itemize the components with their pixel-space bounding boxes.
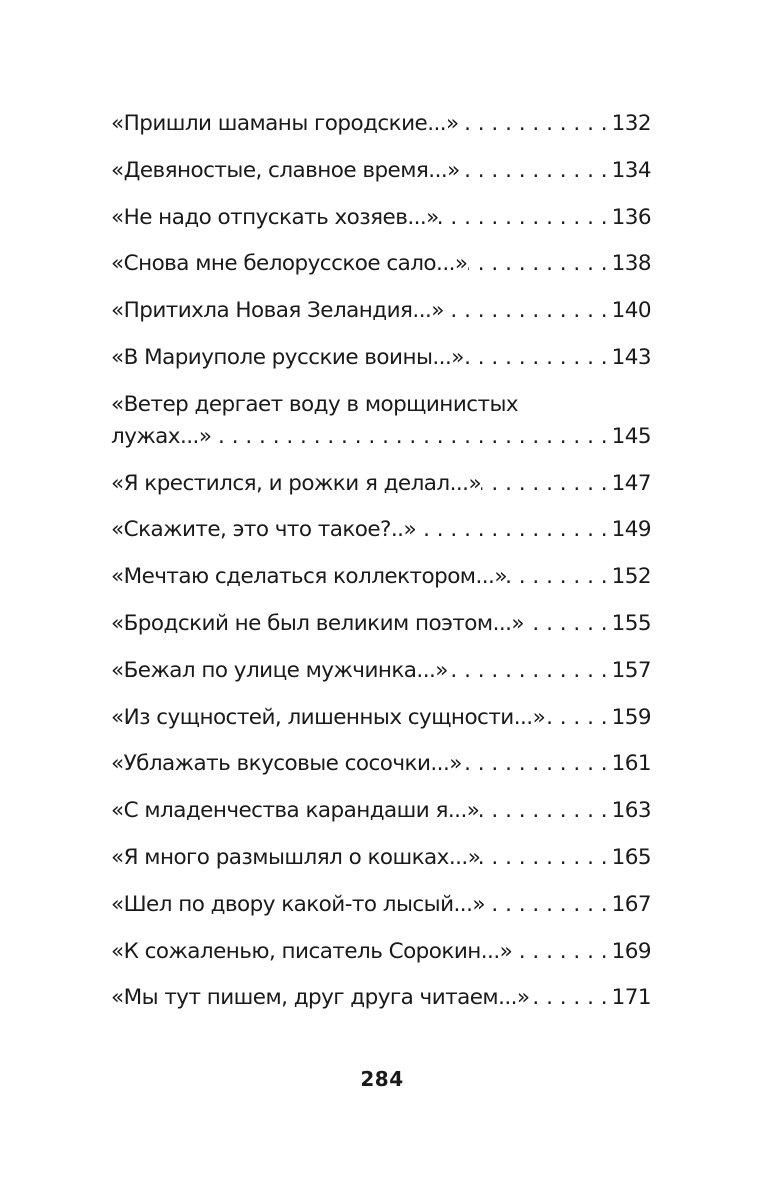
- toc-entry-title: «Мы тут пишем, друг друга читаем...»: [111, 985, 530, 1011]
- toc-entry[interactable]: [111, 514, 651, 546]
- dot-leader: [481, 468, 608, 500]
- toc-entry-title: «В Мариуполе русские воины...»: [111, 344, 464, 370]
- toc-entry-page: 132: [611, 111, 651, 136]
- dot-leader: [480, 842, 607, 874]
- toc-entry[interactable]: [111, 342, 651, 374]
- toc-entry[interactable]: [111, 155, 651, 187]
- toc-entry[interactable]: [111, 561, 651, 593]
- page-number: 284: [360, 1067, 404, 1091]
- dot-leader: [485, 889, 608, 921]
- toc-entry-title: «Скажите, это что такое?..»: [111, 517, 417, 543]
- dot-leader: [512, 936, 607, 968]
- toc-entry-page: 167: [611, 891, 651, 917]
- toc-entry-title: «К сожаленью, писатель Сорокин...»: [111, 938, 513, 964]
- toc-entry-page: 147: [611, 470, 651, 496]
- toc-entry-title: «Я крестился, и рожки я делал...»: [111, 470, 482, 496]
- toc-entry-title-line2: лужах...»: [111, 423, 212, 449]
- dot-leader: [462, 748, 608, 780]
- dot-leader: [460, 155, 608, 187]
- toc-entry-page: 138: [611, 251, 651, 277]
- dot-leader: [448, 655, 608, 687]
- dot-leader: [479, 795, 607, 827]
- toc-entry[interactable]: [111, 608, 651, 640]
- toc-entry-title: «Шел по двору какой-то лысый...»: [111, 891, 485, 917]
- toc-entry-title: «Пришли шаманы городские...»: [111, 111, 459, 136]
- toc-entry-title: «Бежал по улице мужчинка...»: [111, 657, 448, 683]
- toc-entry-page: 134: [611, 157, 651, 183]
- toc-entry[interactable]: [111, 936, 651, 968]
- toc-entry-page: 161: [611, 751, 651, 777]
- dot-leader: [545, 702, 607, 734]
- toc-entry-title: «Притихла Новая Зеландия...»: [111, 298, 444, 324]
- toc-entry[interactable]: [111, 889, 651, 921]
- toc-entry[interactable]: [111, 982, 651, 1014]
- toc-entry[interactable]: [111, 295, 651, 327]
- toc-entry-page: 169: [611, 938, 651, 964]
- dot-leader: [468, 248, 608, 280]
- dot-leader: [530, 982, 608, 1014]
- toc-entry[interactable]: [111, 248, 651, 280]
- toc-entry-page: 165: [611, 844, 651, 870]
- toc-entry-page: 149: [611, 517, 651, 543]
- toc-entry-title: «Из сущностей, лишенных сущности...»: [111, 704, 546, 730]
- dot-leader: [464, 342, 608, 374]
- toc-entry-title: «Не надо отпускать хозяев...»: [111, 204, 439, 230]
- toc-entry-title: «Ублажать вкусовые сосочки...»: [111, 751, 462, 777]
- toc-entry-title: «Снова мне белорусское сало...»: [111, 251, 468, 277]
- toc-entry-page: 152: [611, 564, 651, 590]
- toc-entry[interactable]: [111, 702, 651, 734]
- toc-entry-page: 140: [611, 298, 651, 324]
- toc-entry[interactable]: [111, 748, 651, 780]
- toc-entry[interactable]: [111, 468, 651, 500]
- toc-entry-title: «С младенчества карандаши я...»: [111, 798, 480, 824]
- toc-entry-page: 159: [611, 704, 651, 730]
- dot-leader: [211, 421, 607, 453]
- toc-entry-title: «Мечтаю сделаться коллектором...»: [111, 564, 507, 590]
- toc-entry-title: «Я много размышлял о кошках...»: [111, 844, 481, 870]
- toc-entry-title-line1: «Ветер дергает воду в морщинистых: [111, 391, 519, 417]
- toc-entry[interactable]: [111, 842, 651, 874]
- toc-entry-page: 157: [611, 657, 651, 683]
- toc-entry[interactable]: [111, 202, 651, 234]
- toc-entry-page: 145: [611, 423, 651, 449]
- table-of-contents: [111, 108, 651, 1029]
- toc-entry-page: 155: [611, 610, 651, 636]
- dot-leader: [507, 561, 608, 593]
- toc-entry-page: 143: [611, 344, 651, 370]
- toc-entry-page: 136: [611, 204, 651, 230]
- toc-entry[interactable]: [111, 795, 651, 827]
- toc-entry[interactable]: [111, 389, 651, 453]
- dot-leader: [524, 608, 608, 640]
- dot-leader: [416, 514, 608, 546]
- toc-entry-title: «Девяностые, славное время...»: [111, 157, 460, 183]
- toc-entry-page: 163: [611, 798, 651, 824]
- toc-entry-title: «Бродский не был великим поэтом...»: [111, 610, 525, 636]
- toc-entry[interactable]: [111, 108, 651, 140]
- dot-leader: [444, 295, 608, 327]
- dot-leader: [459, 108, 608, 140]
- toc-entry[interactable]: [111, 655, 651, 687]
- toc-entry-page: 171: [611, 985, 651, 1011]
- dot-leader: [439, 202, 608, 234]
